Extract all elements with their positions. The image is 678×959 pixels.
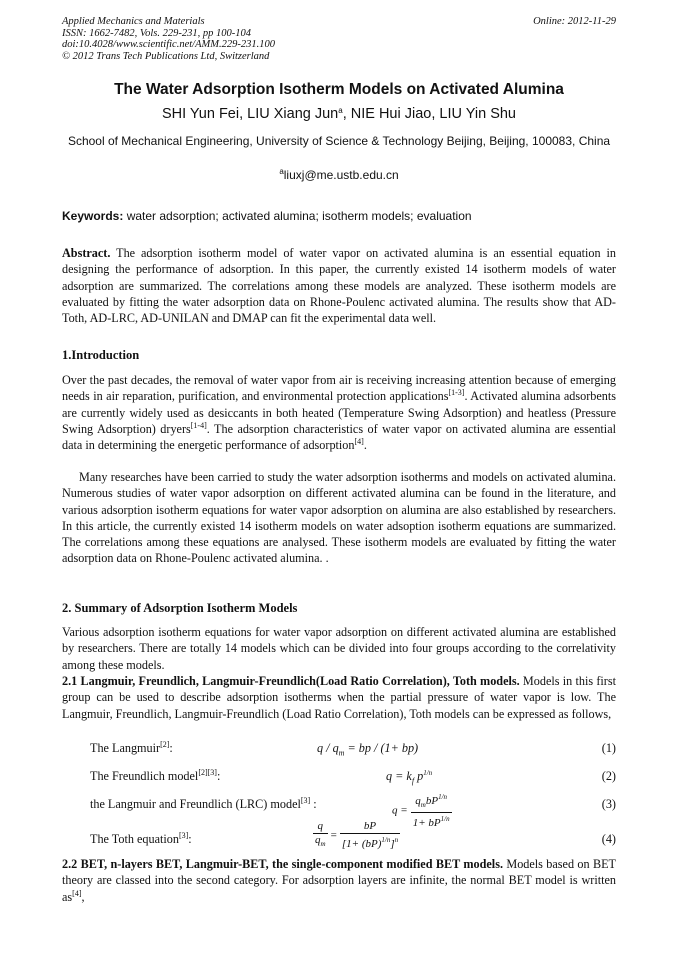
equation-1 bbox=[90, 741, 616, 761]
equation-3-label: the Langmuir and Freundlich (LRC) model[3] : bbox=[90, 796, 317, 811]
author-4: LIU Yin Shu bbox=[439, 106, 516, 122]
author-3: NIE Hui Jiao bbox=[350, 106, 432, 122]
equation-4 bbox=[90, 820, 616, 856]
keywords bbox=[62, 209, 616, 223]
keywords-text: water adsorption; activated alumina; isotherm models; evaluation bbox=[126, 209, 472, 223]
subsection-2-1-text: Models in this first group can be used to describe adsorption isotherms when the partial pressure of water vapor is low. The Langmuir, Freundlich, Langmuir-Freundlich (Load Ratio Correlation), Toth models can be expressed as follows, bbox=[62, 674, 616, 721]
intro-p1-c: . The adsorption characteristics of water vapor on activated alumina are essential data in determining the energetic performance of adsorption bbox=[62, 421, 616, 453]
citation: [4] bbox=[354, 437, 364, 447]
section-2-paragraph: Various adsorption isotherm equations for water vapor adsorption on different activated alumina are established by researchers. There are totally 14 models which can be divided into four groups according to the correlativity among these models. bbox=[62, 625, 616, 672]
issn-line: ISSN: 1662-7482, Vols. 229-231, pp 100-104 bbox=[62, 27, 251, 39]
intro-paragraph-1 bbox=[62, 372, 616, 453]
email-address[interactable]: liuxj@me.ustb.edu.cn bbox=[283, 168, 399, 182]
online-date: Online: 2012-11-29 bbox=[533, 16, 616, 27]
intro-p1-d: . bbox=[363, 438, 367, 453]
equation-3-number: (3) bbox=[601, 797, 616, 811]
copyright-line: © 2012 Trans Tech Publications Ltd, Switzerland bbox=[62, 50, 270, 62]
intro-paragraph-2: Many researches have been carried to study the water adsorption isotherms and models on activated alumina. Numerous studies of water vapor adsorption on different activated alumina can be found in the literature, and various adsorption isotherm equations for water vapor adsorption on alumina are also established by researchers. In this article, the currently existed 14 isotherm models on water adsoption isotherm equations are summarized. The correlations among these equations are analysed. These isotherm models are evaluated by fitting the water adsorption data on Rhone-Poulenc activated alumina. . bbox=[62, 470, 616, 566]
abstract bbox=[62, 245, 616, 326]
journal-name: Applied Mechanics and Materials bbox=[62, 16, 205, 27]
equation-1-number: (1) bbox=[601, 741, 616, 755]
author-list: SHI Yun Fei, LIU Xiang Jun$^a$, NIE Hui Jiao, LIU Yin Shu bbox=[161, 106, 516, 122]
subsection-2-2 bbox=[62, 856, 616, 905]
subsection-2-2-end: , bbox=[81, 889, 85, 904]
intro-heading: 1.Introduction bbox=[62, 348, 140, 362]
intro-p1-a: Over the past decades, the removal of water vapor from air is receiving increasing attention because of emerging needs in air reparation, purification, and environmental protection applications bbox=[62, 373, 616, 404]
intro-p1-b: . Activated alumina adsorbents are currently widely used as desiccants in both heated (Temperature Swing Adsorption) and heatless (Pressure Swing Adsorption) dryers bbox=[62, 389, 616, 436]
equation-2 bbox=[90, 769, 616, 789]
author-2-sup: a bbox=[338, 106, 343, 115]
subsection-2-2-heading: 2.2 BET, n-layers BET, Langmuir-BET, the single-component modified BET models. bbox=[62, 857, 503, 871]
subsection-2-1-heading: 2.1 Langmuir, Freundlich, Langmuir-Freundlich(Load Ratio Correlation), Toth models. bbox=[62, 674, 520, 688]
equation-4-number: (4) bbox=[601, 832, 616, 846]
doi-line: doi:10.4028/www.scientific.net/AMM.229-231.100 bbox=[62, 39, 275, 50]
equation-2-label: The Freundlich model[2][3]: bbox=[90, 768, 221, 783]
equation-2-number: (2) bbox=[601, 769, 616, 783]
equation-1-formula: q / $q_m$ = bp / (1+ bp) bbox=[317, 741, 419, 758]
subsection-2-1 bbox=[62, 673, 616, 722]
abstract-text: The adsorption isotherm model of water vapor on activated alumina is an essential equation in designing the performance of adsorption. In this paper, the currently existed 14 isotherm models of water adsorption are summarized. The correlations among these models are analyzed. These isotherm models are evaluated by fitting the water adsorption data on Rhone-Poulenc activated alumina. The results show that AD-Toth, AD-LRC, AD-UNILAN and DMAP can fit the experimental data well. bbox=[62, 246, 617, 326]
paper-title: The Water Adsorption Isotherm Models on Activated Alumina bbox=[114, 81, 564, 98]
author-2: LIU Xiang Jun bbox=[247, 106, 339, 122]
citation: [1-4] bbox=[190, 420, 207, 430]
affiliation: School of Mechanical Engineering, University of Science & Technology Beijing, Beijing, 100083, China bbox=[67, 134, 611, 148]
equation-1-label: The Langmuir[2]: bbox=[90, 740, 173, 755]
citation: [1-3] bbox=[448, 388, 465, 398]
equation-4-formula: $\frac{q}{q_m}$ = $\frac{bP}{[1+ (bP)^{1/n}]^n}$ bbox=[315, 820, 399, 851]
equation-2-formula: $q = k_f$ $p^{1/n}$ bbox=[386, 769, 433, 786]
author-1: SHI Yun Fei bbox=[161, 106, 240, 122]
journal-header bbox=[62, 16, 275, 62]
section-2-heading: 2. Summary of Adsorption Isotherm Models bbox=[62, 601, 298, 615]
keywords-label: Keywords: bbox=[62, 209, 124, 223]
citation: [4] bbox=[72, 888, 82, 898]
abstract-label: Abstract. bbox=[62, 246, 111, 260]
equation-4-label: The Toth equation[3]: bbox=[90, 831, 192, 846]
equation-3-formula: q = $\frac{q_mbP^{1/n}}{1+ bP^{1/n}}$ bbox=[392, 793, 450, 830]
subsection-2-2-text: Models based on BET theory are classed into the second category. For adsorption layers are infinite, the normal BET model is written as bbox=[62, 857, 616, 904]
equation-3 bbox=[90, 793, 616, 830]
email-sup: a bbox=[279, 167, 284, 176]
email-line bbox=[0, 168, 678, 182]
